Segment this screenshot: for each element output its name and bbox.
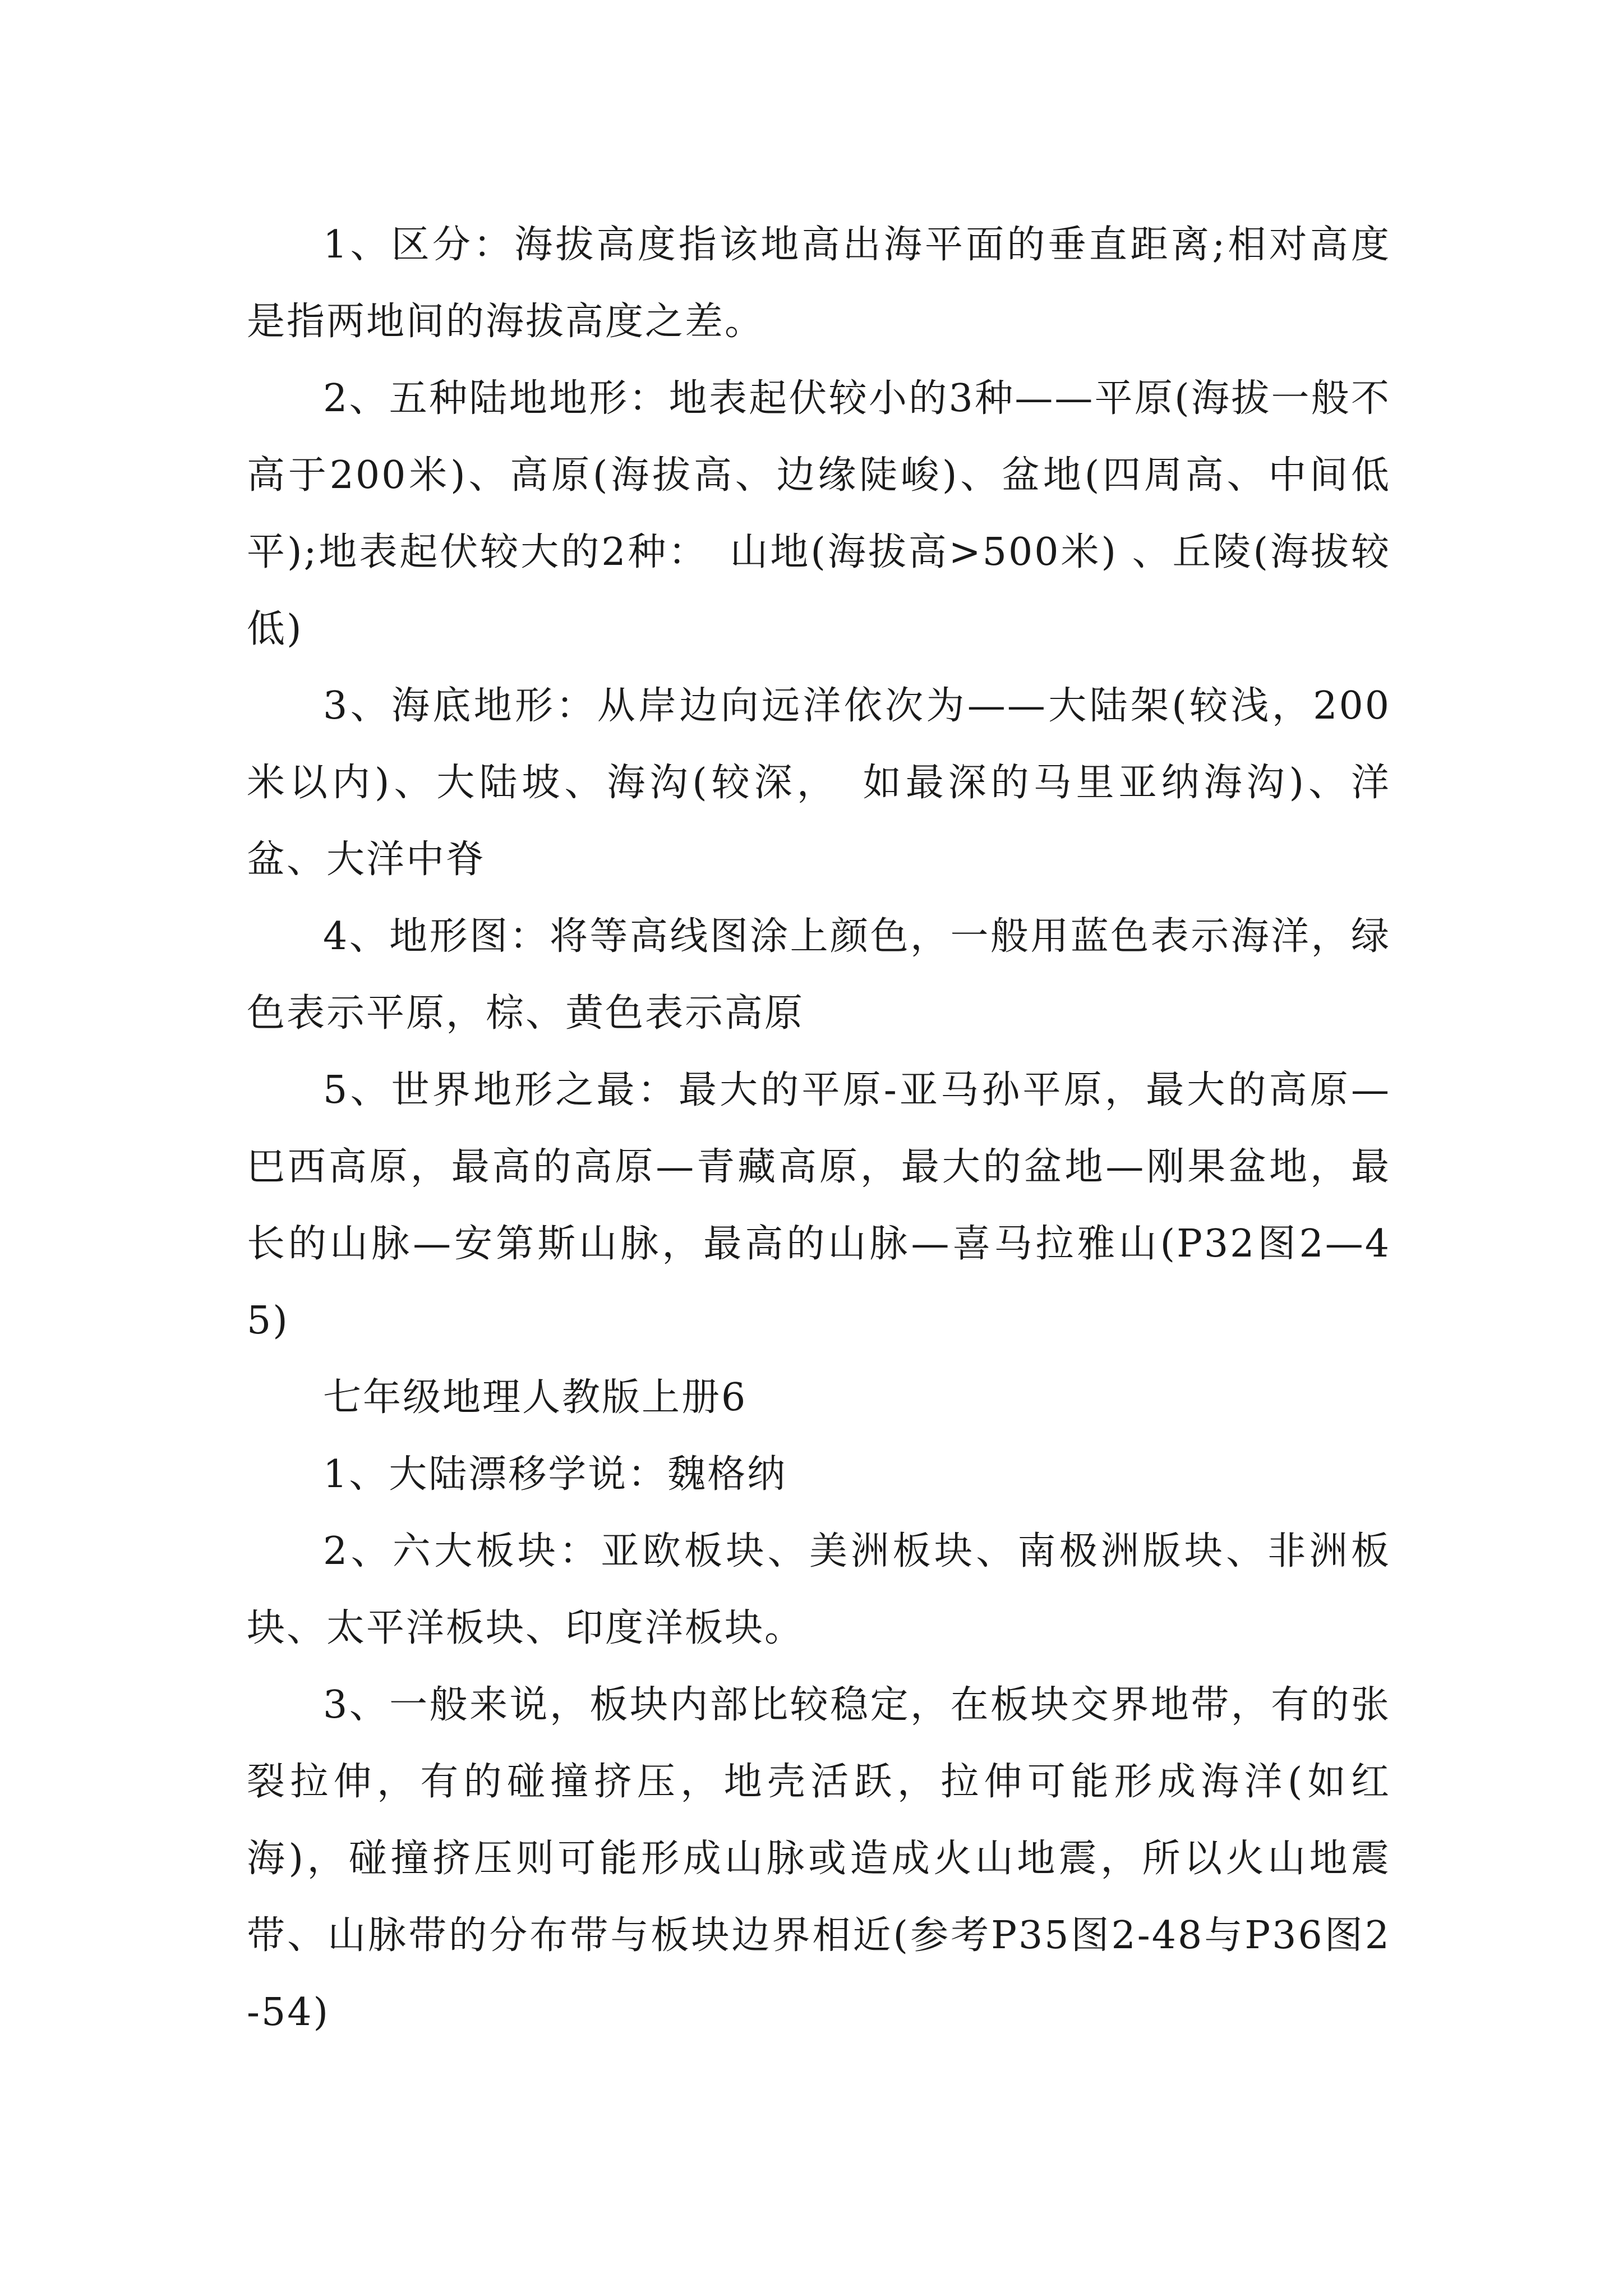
paragraph-six-plates: 2、六大板块：亚欧板块、美洲板块、南极洲版块、非洲板块、太平洋板块、印度洋板块。 (247, 1529, 1391, 1650)
paragraph-land-landforms: 2、五种陆地地形：地表起伏较小的3种——平原(海拔一般不高于200米)、高原(海拔高、边缘陡峻)、盆地(四周高、中间低平);地表起伏较大的2种： 山地(海拔高>500米) 、丘陵(海拔较低) (247, 376, 1391, 651)
paragraph-world-landform-records: 5、世界地形之最：最大的平原-亚马孙平原，最大的高原—巴西高原，最高的高原—青藏高原，最大的盆地—刚果盆地，最长的山脉—安第斯山脉，最高的山脉—喜马拉雅山(P32图2—45) (247, 1068, 1391, 1343)
paragraph-topographic-map: 4、地形图：将等高线图涂上颜色，一般用蓝色表示海洋，绿色表示平原，棕、黄色表示高原 (247, 914, 1391, 1036)
paragraph-plate-boundaries: 3、一般来说，板块内部比较稳定，在板块交界地带，有的张裂拉伸，有的碰撞挤压，地壳活跃，拉伸可能形成海洋(如红海)，碰撞挤压则可能形成山脉或造成火山地震，所以火山地震带、山脉带的分布带与板块边界相近(参考P35图2-48与P36图2-54) (247, 1683, 1391, 2035)
paragraph-altitude-distinction: 1、区分：海拔高度指该地高出海平面的垂直距离;相对高度是指两地间的海拔高度之差。 (247, 223, 1391, 344)
section-heading: 七年级地理人教版上册6 (323, 1375, 748, 1420)
document-body (247, 206, 1391, 2051)
paragraph-continental-drift: 1、大陆漂移学说：魏格纳 (323, 1452, 787, 1497)
paragraph-seafloor-landforms: 3、海底地形：从岸边向远洋依次为——大陆架(较浅，200米以内)、大陆坡、海沟(较深， 如最深的马里亚纳海沟)、洋盆、大洋中脊 (247, 684, 1391, 882)
